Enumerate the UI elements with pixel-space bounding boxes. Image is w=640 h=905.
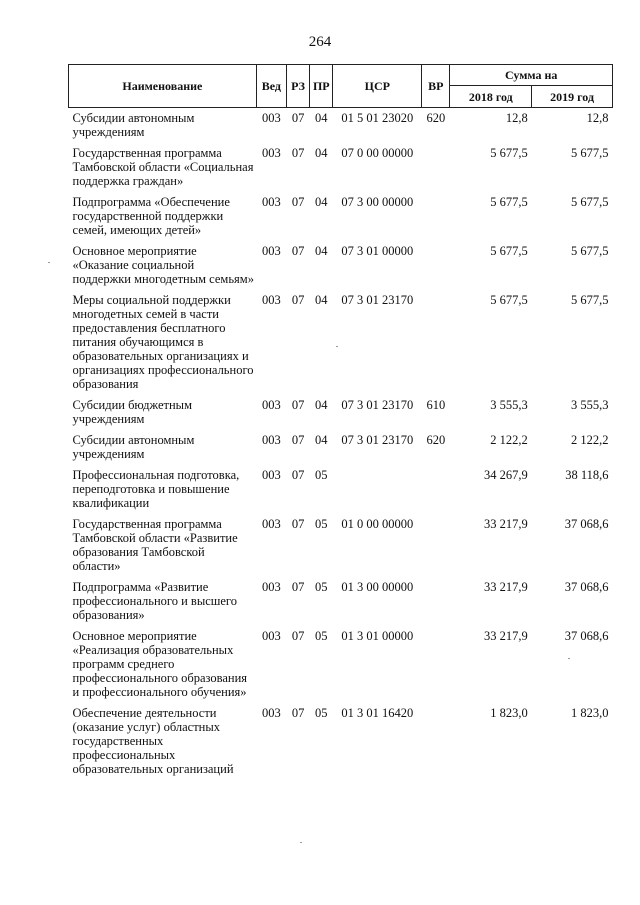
row-pr: 05 [315,629,328,643]
row-csr [333,465,422,514]
row-vr: 620 [426,111,446,125]
row-ved: 003 [261,517,281,531]
row-csr: 01 3 00 00000 [341,580,414,594]
row-amount-2018: 1 823,0 [490,706,528,720]
row-ved: 003 [261,195,281,209]
row-name: Меры социальной поддержки многодетных семей в части предоставления бесплатного питания обучающимся в образовательных организациях и организациях профессионального образования [72,293,254,391]
row-amount-2018: 3 555,3 [490,398,528,412]
row-csr: 07 3 01 23170 [341,293,414,307]
row-ved: 003 [261,629,281,643]
row-ved: 003 [261,244,281,258]
table-row [69,465,613,514]
row-csr: 07 3 01 00000 [341,244,414,258]
budget-table [68,64,613,780]
row-amount-2018: 5 677,5 [490,293,528,307]
row-csr: 01 3 01 16420 [341,706,414,720]
row-amount-2019: 3 555,3 [571,398,609,412]
row-amount-2019: 5 677,5 [571,195,609,209]
row-name: Субсидии автономным учреждениям [72,433,195,461]
header-sum: Сумма на [450,65,613,86]
row-amount-2019: 2 122,2 [571,433,609,447]
table-row [69,514,613,577]
row-name: Основное мероприятие «Реализация образовательных программ среднего профессионального образования и профессионального обучения» [72,629,248,699]
row-pr: 04 [315,146,328,160]
row-name: Государственная программа Тамбовской области «Развитие образования Тамбовской области» [72,517,238,573]
row-amount-2018: 12,8 [505,111,528,125]
row-csr: 07 3 01 23170 [341,398,414,412]
table-row [69,108,613,144]
header-csr: ЦСР [333,65,422,108]
scan-speck [336,346,338,347]
row-vr [422,143,450,192]
row-name: Подпрограмма «Обеспечение государственной поддержки семей, имеющих детей» [72,195,230,237]
row-amount-2018: 33 217,9 [483,517,528,531]
row-rz: 07 [291,398,305,412]
row-rz: 07 [291,517,305,531]
row-csr: 01 0 00 00000 [341,517,414,531]
row-csr: 07 3 00 00000 [341,195,414,209]
row-amount-2019: 38 118,6 [565,468,609,482]
row-csr: 07 0 00 00000 [341,146,414,160]
header-name: Наименование [69,65,257,108]
scan-speck [48,262,50,263]
row-amount-2019: 5 677,5 [571,244,609,258]
header-pr: ПР [310,65,333,108]
row-ved: 003 [261,146,281,160]
header-rz: РЗ [286,65,309,108]
page-number: 264 [308,34,332,50]
row-amount-2018: 33 217,9 [483,580,528,594]
row-name: Субсидии автономным учреждениям [72,111,195,139]
row-vr [422,514,450,577]
row-rz: 07 [291,629,305,643]
row-amount-2019: 37 068,6 [564,580,609,594]
row-vr [422,626,450,703]
row-ved: 003 [261,398,281,412]
row-rz: 07 [291,146,305,160]
row-ved: 003 [261,111,281,125]
scan-speck [300,842,302,843]
row-vr: 610 [426,398,446,412]
row-ved: 003 [261,468,281,482]
row-pr: 05 [315,706,328,720]
table-row [69,703,613,780]
row-rz: 07 [291,293,305,307]
row-amount-2018: 33 217,9 [483,629,528,643]
row-name: Обеспечение деятельности (оказание услуг) областных государственных профессиональных образовательных организаций [72,706,234,776]
table-row [69,430,613,465]
row-amount-2018: 5 677,5 [490,244,528,258]
table-header [69,65,613,108]
row-csr: 01 3 01 00000 [341,629,414,643]
row-amount-2019: 37 068,6 [564,629,609,643]
row-pr: 04 [315,433,328,447]
row-csr: 07 3 01 23170 [341,433,414,447]
row-vr [422,192,450,241]
row-rz: 07 [291,111,305,125]
table-row [69,143,613,192]
row-amount-2019: 12,8 [586,111,609,125]
row-amount-2019: 37 068,6 [564,517,609,531]
row-amount-2018: 2 122,2 [490,433,528,447]
row-pr: 05 [315,580,328,594]
row-rz: 07 [291,706,305,720]
table-body [69,108,613,781]
row-rz: 07 [291,244,305,258]
row-vr: 620 [426,433,446,447]
row-amount-2018: 5 677,5 [490,146,528,160]
row-ved: 003 [261,433,281,447]
table-row [69,395,613,430]
row-name: Подпрограмма «Развитие профессионального и высшего образования» [72,580,238,622]
row-name: Государственная программа Тамбовской области «Социальная поддержка граждан» [72,146,254,188]
row-name: Основное мероприятие «Оказание социальной поддержки многодетным семьям» [72,244,254,286]
row-vr [422,577,450,626]
header-vr: ВР [422,65,450,108]
row-rz: 07 [291,468,305,482]
scan-speck [568,658,570,659]
row-ved: 003 [261,580,281,594]
row-ved: 003 [261,293,281,307]
table-row [69,241,613,290]
row-pr: 04 [315,293,328,307]
row-pr: 04 [315,195,328,209]
header-ved: Вед [256,65,286,108]
row-vr [422,241,450,290]
row-vr [422,703,450,780]
row-amount-2018: 34 267,9 [483,468,528,482]
row-pr: 05 [315,468,328,482]
row-name: Профессиональная подготовка, переподготовка и повышение квалификации [72,468,240,510]
row-amount-2019: 5 677,5 [571,293,609,307]
row-name: Субсидии бюджетным учреждениям [72,398,192,426]
header-year-2019: 2019 год [532,86,613,108]
budget-table-container [68,64,613,780]
row-pr: 05 [315,517,328,531]
row-pr: 04 [315,398,328,412]
row-rz: 07 [291,580,305,594]
row-rz: 07 [291,433,305,447]
row-amount-2018: 5 677,5 [490,195,528,209]
row-csr: 01 5 01 23020 [341,111,414,125]
table-row [69,577,613,626]
row-vr [422,290,450,395]
row-rz: 07 [291,195,305,209]
row-vr [422,465,450,514]
table-row [69,192,613,241]
header-year-2018: 2018 год [450,86,532,108]
table-row [69,626,613,703]
table-row [69,290,613,395]
row-amount-2019: 5 677,5 [571,146,609,160]
row-pr: 04 [315,244,328,258]
row-ved: 003 [261,706,281,720]
row-amount-2019: 1 823,0 [571,706,609,720]
row-pr: 04 [315,111,328,125]
